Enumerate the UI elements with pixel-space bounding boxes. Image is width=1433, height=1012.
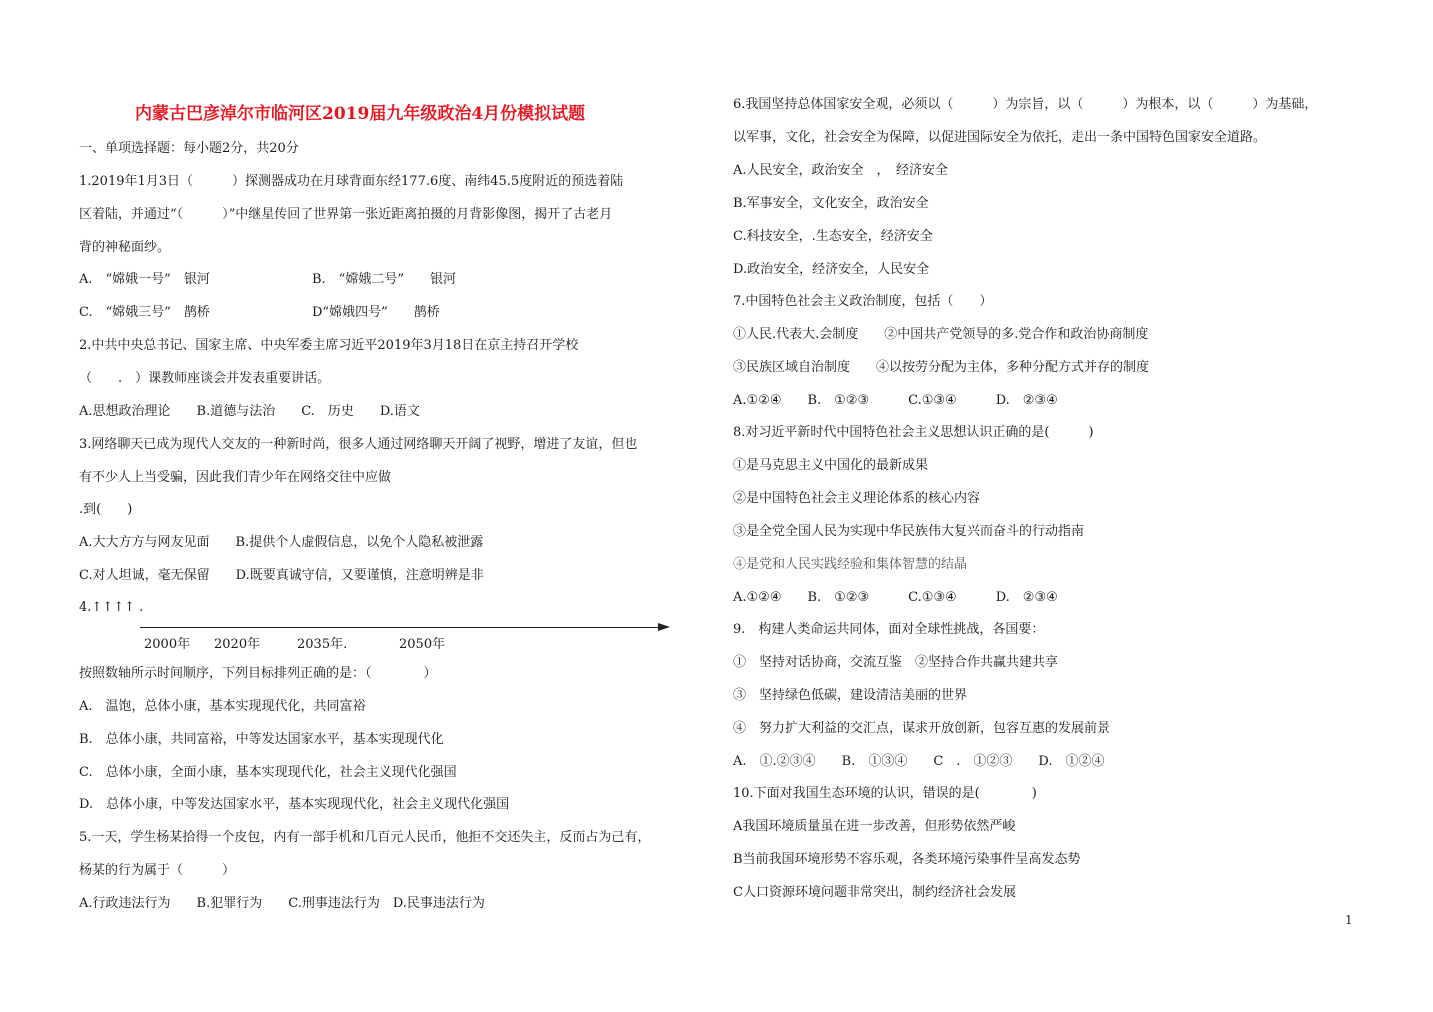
q7-line1: 7.中国特色社会主义政治制度，包括（ ） (733, 294, 993, 309)
q6-option-a: A.人民安全，政治安全 ， 经济安全 (733, 163, 949, 178)
q4-option-d: D. 总体小康，中等发达国家水平，基本实现现代化，社会主义现代化强国 (79, 797, 510, 812)
q5-line1: 5.一天，学生杨某拾得一个皮包，内有一部手机和几百元人民币，他拒不交还失主，反而占为己有， (79, 830, 651, 845)
q1-line1: 1.2019年1月3日（ ）探测器成功在月球背面东经177.6度、南纬45.5度附近的预选着陆 (79, 174, 624, 189)
q4-option-a: A. 温饱，总体小康，基本实现现代化，共同富裕 (79, 699, 366, 714)
q10-option-b: B当前我国环境形势不容乐观，各类环境污染事件呈高发态势 (733, 852, 1081, 867)
q8-options: A.①②④ B. ①②③ C.①③④ D. ②③④ (733, 590, 1058, 605)
q8-statement-3: ③是全党全国人民为实现中华民族伟大复兴而奋斗的行动指南 (733, 524, 1085, 539)
timeline-arrow-icon (658, 623, 670, 631)
q1-option-d: D“嫦娥四号” 鹊桥 (312, 305, 440, 320)
q6-line2: 以军事，文化，社会安全为保障，以促进国际安全为依托，走出一条中国特色国家安全道路。 (733, 130, 1267, 145)
q10-option-c: C人口资源环境问题非常突出，制约经济社会发展 (733, 885, 1016, 900)
q9-line1: 9. 构建人类命运共同体，面对全球性挑战，各国要： (733, 622, 1045, 637)
section-heading: 一、单项选择题：每小题2分，共20分 (79, 141, 299, 156)
q4-option-c: C. 总体小康，全面小康，基本实现现代化，社会主义现代化强国 (79, 765, 457, 780)
q9-options: A. ①.②③④ B. ①③④ C . ①②③ D. ①②④ (733, 754, 1105, 769)
timeline-year: 2020年 (214, 637, 261, 652)
q3-line3: .到( ) (79, 502, 133, 517)
q9-statement-3: ④ 努力扩大利益的交汇点，谋求开放创新，包容互惠的发展前景 (733, 721, 1111, 736)
q5-line2: 杨某的行为属于（ ） (79, 863, 236, 878)
q9-statement-1: ① 坚持对话协商，交流互鉴 ②坚持合作共赢共建共享 (733, 655, 1059, 670)
timeline-line (140, 627, 660, 628)
q3-line1: 3.网络聊天已成为现代人交友的一种新时尚，很多人通过网络聊天开阔了视野，增进了友谊，但也 (79, 437, 638, 452)
q2-line1: 2.中共中央总书记、国家主席、中央军委主席习近平2019年3月18日在京主持召开学校 (79, 338, 579, 353)
q8-line1: 8.对习近平新时代中国特色社会主义思想认识正确的是( ) (733, 425, 1094, 440)
q7-statement-1: ①人民.代表大.会制度 ②中国共产党领导的多.党合作和政治协商制度 (733, 327, 1149, 342)
q4-line1: 4.↑↑↑↑ . (79, 600, 144, 615)
q8-statement-1: ①是马克思主义中国化的最新成果 (733, 458, 929, 473)
q4-line2: 按照数轴所示时间顺序，下列目标排列正确的是：（ ） (79, 666, 437, 681)
q1-option-b: B. “嫦娥二号” 银河 (312, 272, 456, 287)
q3-options-ab: A.大大方方与网友见面 B.提供个人虚假信息，以免个人隐私被泄露 (79, 535, 484, 550)
timeline-year: 2050年 (399, 637, 446, 652)
q6-option-d: D.政治安全，经济安全，人民安全 (733, 262, 930, 277)
page-number: 1 (1345, 913, 1353, 927)
q6-option-b: B.军事安全，文化安全，政治安全 (733, 196, 929, 211)
q6-option-c: C.科技安全，.生态安全，经济安全 (733, 229, 933, 244)
q10-option-a: A我国环境质量虽在进一步改善，但形势依然严峻 (733, 819, 1016, 834)
timeline-year: 2035年. (297, 637, 348, 652)
q1-option-c: C. “嫦娥三号” 鹊桥 (79, 305, 210, 320)
page-title: 内蒙古巴彦淖尔市临河区2019届九年级政治4月份模拟试题 (135, 104, 586, 124)
q8-statement-4: ④是党和人民实践经验和集体智慧的结晶 (733, 557, 968, 572)
q7-options: A.①②④ B. ①②③ C.①③④ D. ②③④ (733, 393, 1058, 408)
q4-option-b: B. 总体小康，共同富裕，中等发达国家水平，基本实现现代化 (79, 732, 444, 747)
q1-line2: 区着陆，并通过“（ ）”中继星传回了世界第一张近距离拍摄的月背影像图，揭开了古老月 (79, 207, 613, 222)
q2-options: A.思想政治理论 B.道德与法治 C. 历史 D.语文 (79, 404, 420, 419)
q3-options-cd: C.对人坦诚，毫无保留 D.既要真诚守信，又要谨慎，注意明辨是非 (79, 568, 484, 583)
q8-statement-2: ②是中国特色社会主义理论体系的核心内容 (733, 491, 981, 506)
q7-statement-2: ③民族区域自治制度 ④以按劳分配为主体，多种分配方式并存的制度 (733, 360, 1150, 375)
q6-line1: 6.我国坚持总体国家安全观，必须以（ ）为宗旨，以（ ）为根本，以（ ）为基础， (733, 97, 1318, 112)
q1-option-a: A. “嫦娥一号” 银河 (79, 272, 210, 287)
q10-line1: 10.下面对我国生态环境的认识，错误的是( ) (733, 786, 1037, 801)
q1-line3: 背的神秘面纱。 (79, 240, 171, 255)
q9-statement-2: ③ 坚持绿色低碳，建设清洁美丽的世界 (733, 688, 968, 703)
q3-line2: 有不少人上当受骗，因此我们青少年在网络交往中应做 (79, 470, 392, 485)
q5-options: A.行政违法行为 B.犯罪行为 C.刑事违法行为 D.民事违法行为 (79, 896, 485, 911)
timeline-year: 2000年 (144, 637, 191, 652)
q2-line2: （ . ）课教师座谈会并发表重要讲话。 (79, 371, 331, 386)
